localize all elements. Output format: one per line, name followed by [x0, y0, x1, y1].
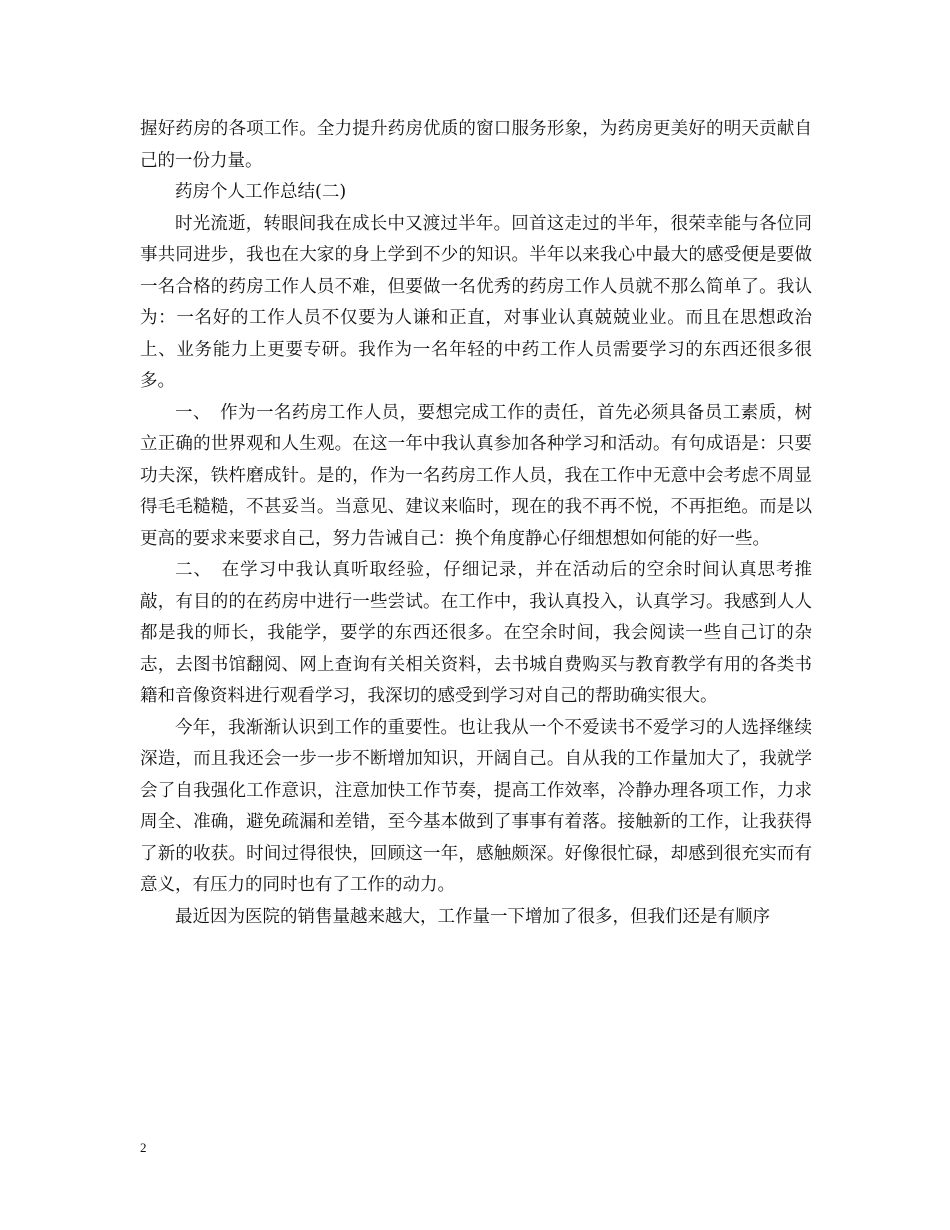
paragraph-recent: 最近因为医院的销售量越来越大，工作量一下增加了很多，但我们还是有顺序 [175, 906, 770, 927]
document-body [140, 114, 812, 933]
paragraph-point-one: 一、 作为一名药房工作人员，要想完成工作的责任，首先必须具备员工素质，树立正确的世界观和人生观。在这一年中我认真参加各种学习和活动。有句成语是：只要功夫深，铁杵磨成针。是的，作为一名药房工作人员，我在工作中无意中会考虑不周显得毛毛糙糙，不甚妥当。当意见、建议来临时，现在的我不再不悦，不再拒绝。而是以更高的要求来要求自己，努力告诫自己：换个角度静心仔细想想如何能的好一些。 [140, 402, 812, 549]
section-heading: 药房个人工作总结(二) [175, 182, 347, 202]
paragraph-intro: 时光流逝，转眼间我在成长中又渡过半年。回首这走过的半年，很荣幸能与各位同事共同进步，我也在大家的身上学到不少的知识。半年以来我心中最大的感受便是要做一名合格的药房工作人员不难，但要做一名优秀的药房工作人员就不那么简单了。我认为：一名好的工作人员不仅要为人谦和正直，对事业认真兢兢业业。而且在思想政治上、业务能力上更要专研。我作为一名年轻的中药工作人员需要学习的东西还很多很多。 [140, 213, 812, 391]
paragraph-point-two: 二、 在学习中我认真听取经验，仔细记录，并在活动后的空余时间认真思考推敲，有目的的在药房中进行一些尝试。在工作中，我认真投入，认真学习。我感到人人都是我的师长，我能学，要学的东西还很多。在空余时间，我会阅读一些自己订的杂志，去图书馆翻阅、网上查询有关相关资料，去书城自费购买与教育教学有用的各类书籍和音像资料进行观看学习，我深切的感受到学习对自己的帮助确实很大。 [140, 560, 812, 706]
paragraph-continuation: 握好药房的各项工作。全力提升药房优质的窗口服务形象，为药房更美好的明天贡献自己的一份力量。 [140, 119, 812, 171]
paragraph-this-year: 今年，我渐渐认识到工作的重要性。也让我从一个不爱读书不爱学习的人选择继续深造，而且我还会一步一步不断增加知识，开阔自己。自从我的工作量加大了，我就学会了自我强化工作意识，注意加快工作节奏，提高工作效率，冷静办理各项工作，力求周全、准确，避免疏漏和差错，至今基本做到了事事有着落。接触新的工作，让我获得了新的收获。时间过得很快，回顾这一年，感触颇深。好像很忙碌，却感到很充实而有意义，有压力的同时也有了工作的动力。 [140, 717, 812, 895]
page-number: 2 [140, 1140, 147, 1155]
